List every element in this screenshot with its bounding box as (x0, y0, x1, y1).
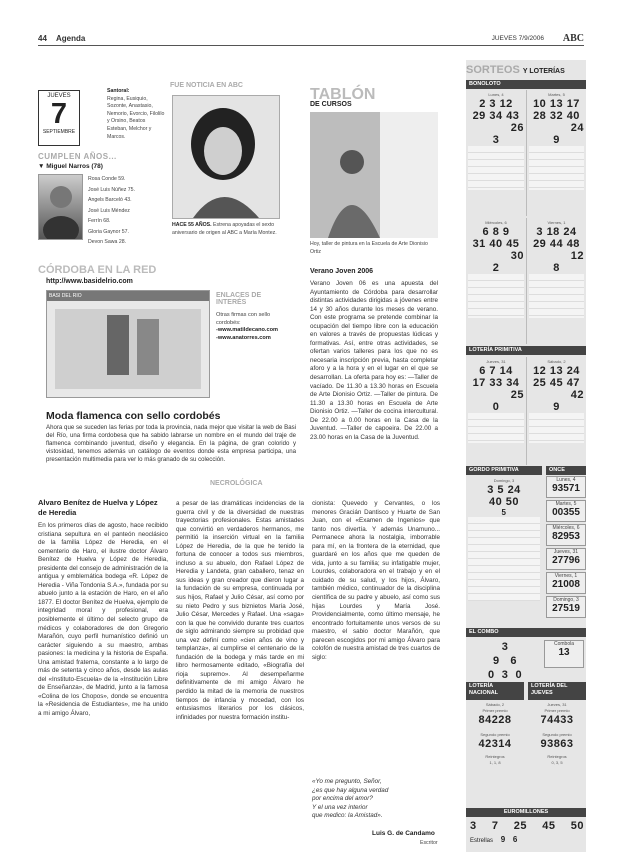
prize-table (529, 413, 584, 443)
combola-label: Combola (553, 641, 574, 647)
draw-number: 33 (489, 377, 503, 389)
primitiva-bar: LOTERÍA PRIMITIVA (466, 346, 586, 355)
once-day: Domingo, 3 (553, 597, 579, 603)
draw-number: 12 (499, 98, 513, 110)
website-screenshot (46, 290, 210, 398)
euro-number: 7 (491, 820, 499, 832)
web-url[interactable]: http://www.basidelrio.com (46, 278, 133, 285)
draw-number: 44 (549, 238, 564, 250)
bonoloto-bar: BONOLOTO (466, 80, 586, 89)
nacional-bar: LOTERÍA NACIONAL (466, 682, 524, 700)
links-kicker: ENLACES DE INTERÉS (216, 292, 262, 306)
first-prize-number: 74433 (540, 714, 574, 726)
reintegros-values: 1, 1, 8 (489, 760, 501, 765)
draw-number: 24 (563, 226, 577, 238)
euro-number: 25 (513, 820, 527, 832)
draw-day: Martes, 5 (548, 92, 565, 97)
second-prize-number: 42314 (478, 738, 512, 750)
birthday-item: Gloria Gaynor 57. (88, 228, 129, 235)
once-item (546, 596, 586, 618)
star-number: 6 (512, 835, 518, 844)
draw-number: 47 (566, 377, 580, 389)
combo-number: 9 (493, 655, 500, 667)
once-results (546, 476, 586, 624)
necro-title: Alvaro Benítez de Huelva y López de Heredia (38, 498, 158, 517)
flamenco-models-icon (47, 301, 209, 397)
screen-title: BASI DEL RIO (47, 291, 209, 301)
necro-signature-role: Escritor (420, 840, 438, 846)
historic-photo (172, 95, 280, 219)
tablon-photo (310, 112, 438, 238)
once-number: 27519 (552, 603, 580, 614)
necro-poem (312, 778, 440, 821)
links-text: Otras firmas con sello cordobés: (216, 312, 271, 326)
once-number: 00355 (552, 507, 580, 518)
bonoloto-draw (466, 218, 526, 344)
complementario: 25 (510, 389, 524, 401)
euromillones-numbers (470, 820, 584, 832)
draw-number: 9 (502, 226, 510, 238)
second-prize-label: Segundo premio (542, 732, 572, 737)
draw-number: 17 (472, 377, 486, 389)
draw-day: Jueves, 31 (486, 359, 506, 364)
once-number: 21008 (552, 579, 580, 590)
complementario: 12 (570, 250, 584, 262)
lottery-title (466, 64, 565, 76)
tablon-body: Verano Joven 06 es una apuesta del Ayuntamiento de Córdoba para desarrollar distintas actividades dirigidas a jóvenes entre 14 y 30 años durante los meses de verano. Con este programa se pretende combinar la ocupación del tiempo libre con la educación en valores a través de propuestas lúdicas y formativas. Así, entre otras actividades, se ofertan varios talleres para los que no es necesaria inscripción previa, hasta completar aforo y a la hora y en el lugar en el que se desarrollan. La oferta para hoy es: —Taller de vacíado. De 11.30 a 13.30 horas en Escuela de Arte Dionisio Ortiz. —Taller de pintura. De 11.30 a 13.30 horas en Escuela de Arte Dionisio Ortiz. —Taller de cocina intercultural. De 22.00 a 0.00 horas en la Casa de la Juventud. —Taller de capoeira. De 22.00 a 23.00 horas en la Casa de la Juventud. (310, 280, 438, 441)
poem-line: que medico: la Amistad». (312, 812, 383, 820)
page-header (38, 34, 584, 46)
draw-number: 6 (482, 226, 490, 238)
draw-number: 3 (487, 484, 494, 496)
tablon-subtitle: DE CURSOS (310, 101, 352, 108)
combo-number: 0 (515, 669, 523, 681)
draw-number: 18 (546, 226, 560, 238)
prize-table (468, 517, 540, 601)
prize-table (468, 413, 524, 443)
necro-col2: a pesar de las dramáticas incidencias de la guerra civil y de la diversidad de nuestras trayectorias profesionales. Estas amistades que convirtió en verdaderos hermanos, me permitió la inserción virtual en la familia López de Heredia, de la que he tenido la fortuna de conocer a todos sus miembros, incluso a su abuelo, don Rafael López de Heredia y Landeta, gran caballero, tenaz en sus ideas y gran creador que dieron lugar a la fundación de su empresa, continuada por sus hijos, Rafael y Julio César, así como por su nieto Pedro y sus biznietos María José, Julio César, Mercedes y Rafael. Una «saga» con la que he convivido durante tres cuartos de siglo admirando siempre su probidad que una vez definí como «cien años de vino y templanza», al cumplirse el centenario de la fundación de la bodega y más tarde en mi libro hermosamente editado, «Biografía del rioja supremo». Al desempeñarme definitivamente de mi amigo Álvaro he perdido la mitad de la memoria de nuestros tiempos de infancia y mocedad, con los entusiasmos literarios por los clásicos, infinidades por nuestra formación institu- (176, 500, 304, 721)
combo-number: 6 (510, 655, 517, 667)
draw-number: 13 (549, 98, 564, 110)
draw-number: 50 (505, 496, 520, 508)
poem-line: «Yo me pregunto, Señor, (312, 778, 382, 785)
euromillones-bar: EUROMILLONES (466, 808, 586, 817)
first-prize-number: 84228 (478, 714, 512, 726)
draw-number: 48 (566, 238, 580, 250)
first-prize-label: Primer premio (482, 708, 508, 713)
draw-number: 25 (533, 377, 547, 389)
brand-logo: ABC (562, 33, 584, 44)
lottery-title-sub: Y LOTERÍAS (522, 68, 565, 75)
web-headline: Moda flamenca con sello cordobés (46, 410, 221, 422)
draw-number: 3 (536, 226, 543, 238)
euro-number: 45 (542, 820, 556, 832)
bonoloto-draw (466, 90, 526, 216)
once-number: 27796 (552, 555, 580, 566)
complementario: 24 (570, 122, 584, 134)
reintegro: 2 (492, 262, 500, 274)
primitiva-draw (526, 357, 586, 465)
bonoloto-draw (526, 90, 586, 216)
draw-day: Sábado, 2 (485, 702, 505, 707)
prize-table (529, 146, 584, 190)
complementario: 42 (570, 389, 584, 401)
numero-clave: 5 (501, 508, 507, 517)
reintegros-label: Reintegros (485, 754, 505, 759)
birthdays-title: CUMPLEN AÑOS... (38, 152, 117, 161)
poem-line: ¿es que hay alguna verdad (312, 786, 389, 794)
santoral (107, 88, 165, 141)
nacional-results (466, 702, 524, 766)
draw-number: 29 (533, 238, 547, 250)
reintegro: 0 (492, 401, 500, 413)
once-day: Martes, 5 (555, 501, 577, 507)
draw-day: Jueves, 31 (547, 702, 567, 707)
page-number: 44 (38, 34, 47, 43)
lottery-title-main: SORTEOS (466, 64, 520, 76)
once-item (546, 572, 586, 594)
santoral-title: Santoral: (107, 88, 130, 94)
draw-number: 40 (488, 496, 503, 508)
once-item (546, 500, 586, 522)
tablon-heading: Verano Joven 2006 (310, 268, 374, 275)
star-number: 9 (500, 835, 506, 844)
complementario: 30 (510, 250, 524, 262)
first-prize-label: Primer premio (544, 708, 570, 713)
once-day: Lunes, 4 (556, 477, 576, 483)
links-block (216, 312, 294, 342)
photo-news-kicker: FUE NOTICIA EN ABC (170, 82, 243, 89)
birthdays-featured: ▼ Miguel Narros (78) (38, 163, 103, 170)
featured-name: Miguel Narros (78) (46, 163, 103, 170)
once-number: 93571 (552, 483, 580, 494)
reintegros-values: 0, 3, 5 (551, 760, 563, 765)
draw-number: 2 (479, 98, 486, 110)
combola (544, 640, 584, 668)
draw-number: 40 (489, 238, 503, 250)
jueves-bar: LOTERÍA DEL JUEVES (528, 682, 586, 700)
birthday-item: Rosa Conde 59. (88, 176, 126, 182)
complementario: 26 (510, 122, 524, 134)
combo-number: 3 (501, 669, 509, 681)
once-number: 82953 (552, 531, 580, 542)
link-item[interactable]: -www.matildecano.com (216, 327, 278, 334)
draw-number: 45 (506, 238, 520, 250)
prize-table (468, 274, 524, 318)
combo-bar: EL COMBO (466, 628, 586, 637)
calendar-day: 7 (50, 98, 68, 130)
birthday-list (88, 174, 148, 248)
birthday-item: Angels Barceló 43. (88, 197, 132, 203)
euro-number: 3 (470, 820, 477, 832)
tablon-photo-caption: Hoy, taller de pintura en la Escuela de Arte Dionisio Ortiz (310, 241, 428, 255)
prize-table (529, 274, 584, 318)
necro-col3: cionista: Quevedo y Cervantes, o los menores Gracián Dantisco y Huarte de San Juan, con el «Examen de Ingenios» que tanto nos divertía. Y además Unamuno... Permanece ahora la nostalgia, imborrable para mí, en la frontera de la eternidad, que guardaré en los años que me queden de vida, junto a su familia; su infatigable mujer, Lourdes, colaboradora en el trabajo y en el cuidado de su salud, y los hijos, Álvaro, también médico, continuador de la disciplina científica de su padre y abuelo, así como sus hijas Lourdes y María José. Providencialmente, como último mensaje, he encontrado fortuitamente unos versos de su maestro, el sabio doctor Marañón, que parecen escogidos por mi amigo Álvaro para colofón de nuestra amistad de tres cuartos de siglo: (312, 500, 440, 661)
draw-number: 45 (549, 377, 564, 389)
primitiva-draw (466, 357, 526, 465)
reintegro: 8 (553, 262, 560, 274)
section-title: Agenda (56, 34, 86, 43)
birthday-item: José Luis Núñez 75. (88, 186, 136, 193)
reintegro: 3 (492, 134, 500, 146)
tablon-title: TABLÓN (310, 86, 376, 103)
draw-number: 10 (533, 98, 547, 110)
draw-number: 13 (549, 365, 564, 377)
link-item[interactable]: -www.anatorres.com (216, 334, 271, 341)
draw-number: 3 (489, 98, 496, 110)
draw-number: 34 (489, 110, 503, 122)
euro-number: 50 (570, 820, 584, 832)
draw-number: 34 (506, 377, 520, 389)
once-item (546, 476, 586, 498)
euromillones-stars (470, 835, 517, 844)
web-body: Ahora que se suceden las ferias por toda la provincia, nada mejor que visitar la web de Basi del Río, una firma cordobesa que ha sabido labrarse un nombre en el mundo del traje de flamenca combinando juventud, diseño y elegancia. En la página, de gran colorido y vistosidad, tenemos además un catálogo de eventos donde esta empresa participa, una presentación multimedia para ver lo más granado de su colección. (46, 424, 296, 463)
bonoloto-draw (526, 218, 586, 344)
birthday-item: José Luis Méndez (88, 207, 130, 214)
draw-number: 32 (549, 110, 564, 122)
draw-day: Lunes, 4 (488, 92, 504, 97)
draw-number: 43 (506, 110, 520, 122)
necro-kicker: NECROLÓGICA (210, 480, 263, 487)
draw-day: Viernes, 1 (547, 220, 566, 225)
draw-number: 29 (472, 110, 486, 122)
draw-number: 6 (479, 365, 486, 377)
reintegros-label: Reintegros (547, 754, 567, 759)
gordo-bar: GORDO PRIMITIVA (466, 466, 542, 475)
web-kicker: CÓRDOBA EN LA RED (38, 264, 157, 276)
painting-workshop-icon (310, 112, 438, 238)
combo-number: 0 (487, 669, 495, 681)
santoral-text: Regina, Eusiquio, Sozonte, Anastasio, Nemorio, Evorcio, Filolilo y Orsino, Beatos Esteban, Melchor y Marcos. (107, 95, 165, 140)
draw-day: Domingo, 3 (493, 478, 515, 483)
draw-number: 24 (507, 484, 521, 496)
birthday-item: Ferrín 68. (88, 218, 111, 224)
draw-number: 31 (472, 238, 486, 250)
birthday-item: Devon Sawa 28. (88, 239, 127, 245)
draw-number: 24 (566, 365, 580, 377)
reintegro: 9 (553, 134, 560, 146)
prize-table (468, 146, 524, 190)
second-prize-number: 93863 (540, 738, 574, 750)
caption-text: Estrena apoyadas el sexto aniversario de origen al ABC a María Montez. (172, 222, 277, 236)
poem-line: Y el una vez interior (312, 803, 368, 811)
necro-signature: Luis G. de Candamo (372, 830, 435, 837)
caption-title: HACE 55 AÑOS. (172, 222, 212, 228)
once-bar: ONCE (546, 466, 586, 475)
once-item (546, 548, 586, 570)
photo-news-caption (172, 222, 280, 237)
second-prize-label: Segundo premio (480, 732, 510, 737)
draw-number: 28 (533, 110, 547, 122)
draw-number: 40 (566, 110, 580, 122)
draw-number: 8 (492, 226, 500, 238)
once-day: Miércoles, 6 (552, 525, 580, 531)
calendar-weekday: JUEVES (47, 93, 71, 99)
gordo-draw (466, 476, 542, 624)
stars-label: Estrellas (470, 838, 494, 844)
poem-line: por encima del amor? (312, 795, 373, 803)
draw-number: 17 (566, 98, 580, 110)
draw-number: 14 (499, 365, 513, 377)
necro-col1: En los primeros días de agosto, hace recibido cristiana sepultura en el panteón neoclásico de la familia López de Heredia, en el cementerio de Haro, el ilustre doctor Álvaro Benítez de Huelva y López de Heredia, presidente del consejo de administración de la antigua y emblemática bodega «R. López de Heredia - Viña Tondonia S.A.», fundada por su abuelo junto a la estación de Haro, en el año 1877. El doctor Benítez de Huelva, ejemplo de integridad moral y profesional, era posiblemente el último del selecto grupo de médicos y colaboradores de don Gregorio Marañón, cuyo perfil humanístico definió un carácter siguiendo a su maestro, ambas pasiones: la medicina y la historia de España. Una amistad fraterna, constante a lo largo de más de setenta y cinco años, desde las aulas del «Instituto-Escuela» de la «Institución Libre de Enseñanza», de Madrid, junto a la famosa «Colina de los Chopos», donde se encuentra la «Residencia de Estudiantes», me ha unido a mi amigo Álvaro, (38, 522, 168, 718)
once-day: Jueves, 31 (553, 549, 579, 555)
reintegro: 9 (553, 401, 560, 413)
calendar-block (38, 90, 80, 146)
combo-numbers (470, 640, 540, 682)
draw-number: 7 (489, 365, 496, 377)
once-day: Viernes, 1 (554, 573, 578, 579)
draw-number: 5 (497, 484, 504, 496)
header-date: JUEVES 7/9/2006 (491, 35, 544, 42)
jueves-results (528, 702, 586, 766)
draw-day: Sábado, 2 (547, 359, 566, 364)
calendar-month: SEPTIEMBRE (42, 129, 76, 135)
combo-number: 3 (501, 641, 509, 653)
once-item (546, 524, 586, 546)
draw-day: Miércoles, 6 (485, 220, 507, 225)
combola-number: 13 (558, 647, 570, 658)
portrait-icon (173, 96, 279, 218)
person-silhouette-icon (39, 175, 82, 239)
draw-number: 12 (533, 365, 547, 377)
birthday-photo (38, 174, 83, 240)
